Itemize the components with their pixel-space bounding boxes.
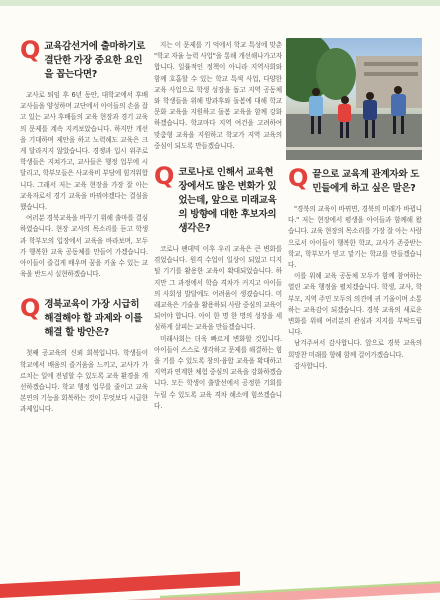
column-right bbox=[288, 164, 422, 372]
building-window-row bbox=[364, 62, 418, 66]
question-2-heading bbox=[20, 294, 148, 340]
answer-3-paragraph: 코로나 팬데믹 이후 우리 교육은 큰 변화를 겪었습니다. 원격 수업이 일상이 되었고 디지털 기기를 활용한 교육이 확대되었습니다. 하지만 그 과정에서 학습 격차가 커지고 아이들의 사회성 발달에도 어려움이 생겼습니다. 미래교육은 기술을 활용하되 사람 중심의 교육이 되어야 합니다. 아이 한 명 한 명의 성장을 세심하게 살피는 교육을 만들겠습니다. bbox=[154, 245, 282, 332]
q-mark-icon: Q bbox=[154, 162, 175, 191]
q-mark-icon: Q bbox=[288, 164, 309, 192]
answer-1-continued-paragraph: 지는 이 문제를 기 억에서 학교 특성에 맞춘 "학교 자율 능력 사업"을 통해 개선해나가고자 합니다. 일률적인 정책이 아니라 지역사회와 함께 호흡할 수 있는 학교 특색 사업, 다양한 교육 사업으로 학생 성장을 돕고 지역 공동체와 학생들을 위해 방과후와 돌봄에 대해 학교 문화 교육을 지원하고 돌봄 교육을 함께 강화하겠습니다. 학교마다 지역 여건을 고려하여 맞춤형 교육을 지원하고 학교가 지역 교육의 중심이 되도록 만들겠습니다. bbox=[154, 41, 282, 150]
answer-3-paragraph: 미래사회는 더욱 빠르게 변화할 것입니다. 아이들이 스스로 생각하고 문제를 해결하는 힘을 기를 수 있도록 창의·융합 교육을 확대하고 지역과 연계한 체험 중심의 교육을 강화하겠습니다. 모든 학생이 출발선에서 공정한 기회를 누릴 수 있도록 교육 격차 해소에 힘쓰겠습니다. bbox=[154, 334, 282, 410]
q-mark-icon: Q bbox=[20, 294, 41, 323]
answer-4-paragraph: "경북의 교육이 바뀌면, 경북의 미래가 바뀝니다." 저는 현장에서 평생을 아이들과 함께해 왔습니다. 교육 현장의 목소리를 가장 잘 아는 사람으로서 아이들이 행복한 학교, 교사가 존중받는 학교, 학부모가 믿고 맡기는 학교를 만들겠습니다. bbox=[288, 205, 422, 270]
top-color-band bbox=[0, 0, 440, 6]
answer-1-paragraph: 교사로 퇴임 후 6년 동안, 대학교에서 후배 교사들을 양성하며 교단에서 아이들의 손을 잡고 있는 교사 후배들의 교육 현장과 경기 교육의 문제를 계속 지켜보았습니다. 하지만 개선을 기대하며 제안을 하고 노력해도 교육은 크게 달라지지 않았습니다. 경쟁과 입시 위주로 학생들은 지쳐가고, 교사들은 행정 업무에 시달리고, 학부모들은 사교육비 부담에 힘겨워합니다. 그래서 저는 교육 현장을 가장 잘 아는 교육자로서 경기 교육을 바꿔야겠다는 결심을 했습니다. bbox=[20, 91, 148, 212]
answer-4-paragraph: 이를 위해 교육 공동체 모두가 함께 참여하는 열린 교육 행정을 펼치겠습니다. 학생, 교사, 학부모, 지역 주민 모두의 의견에 귀 기울이며 소통하는 교육감이 되겠습니다. 경북 교육의 새로운 변화를 위해 여러분의 관심과 지지를 부탁드립니다. bbox=[288, 272, 422, 337]
tree-shape bbox=[316, 48, 356, 100]
q-mark-icon: Q bbox=[20, 36, 41, 64]
answer-4-paragraph: 감사합니다. bbox=[294, 361, 328, 370]
answer-4-paragraph: 남겨주셔서 감사합니다. 앞으로 경북 교육의 희망찬 미래를 향해 함께 걸어가겠습니다. bbox=[288, 339, 422, 359]
answer-1-paragraph: 여러분 경북교육을 바꾸기 위해 출마를 결심하였습니다. 현장 교사의 목소리를 듣고 학생과 학부모의 입장에서 교육을 바라보며, 모두가 행복한 교육 공동체를 만들어 가겠습니다. 아이들이 즐겁게 배우며 꿈을 키울 수 있는 교육을 반드시 실현하겠습니다. bbox=[20, 214, 148, 279]
question-4-text: 끝으로 교육계 관계자와 도민들에게 하고 싶은 말은? bbox=[312, 169, 420, 194]
question-3-text: 코로나로 인해서 교육현장에서도 많은 변화가 있었는데, 앞으로 미래교육의 방향에 대한 후보자의 생각은? bbox=[178, 167, 277, 235]
track-line bbox=[286, 147, 422, 150]
answer-2-paragraph: 첫째 공교육의 신뢰 회복입니다. 학생들이 학교에서 배움의 즐거움을 느끼고, 교사가 가르치는 일에 전념할 수 있도록 교육 환경을 개선하겠습니다. 학교 행정 업무를 줄이고 교육 본연의 기능을 회복하는 것이 무엇보다 시급한 과제입니다. bbox=[20, 349, 148, 414]
bottom-decorative-stripes bbox=[0, 554, 440, 600]
students-running-photo bbox=[286, 38, 422, 160]
building-window-row bbox=[364, 72, 418, 76]
question-1-heading bbox=[20, 36, 148, 82]
question-4-heading bbox=[288, 164, 422, 196]
question-1-text: 교육감선거에 출마하기로 결단한 가장 중요한 요인을 꼽는다면? bbox=[44, 41, 146, 80]
question-2-text: 경북교육이 가장 시급히 해결해야 할 과제와 이를 해결 할 방안은? bbox=[44, 299, 143, 339]
question-3-heading bbox=[154, 162, 282, 236]
column-middle bbox=[154, 40, 282, 412]
column-left bbox=[20, 36, 148, 416]
